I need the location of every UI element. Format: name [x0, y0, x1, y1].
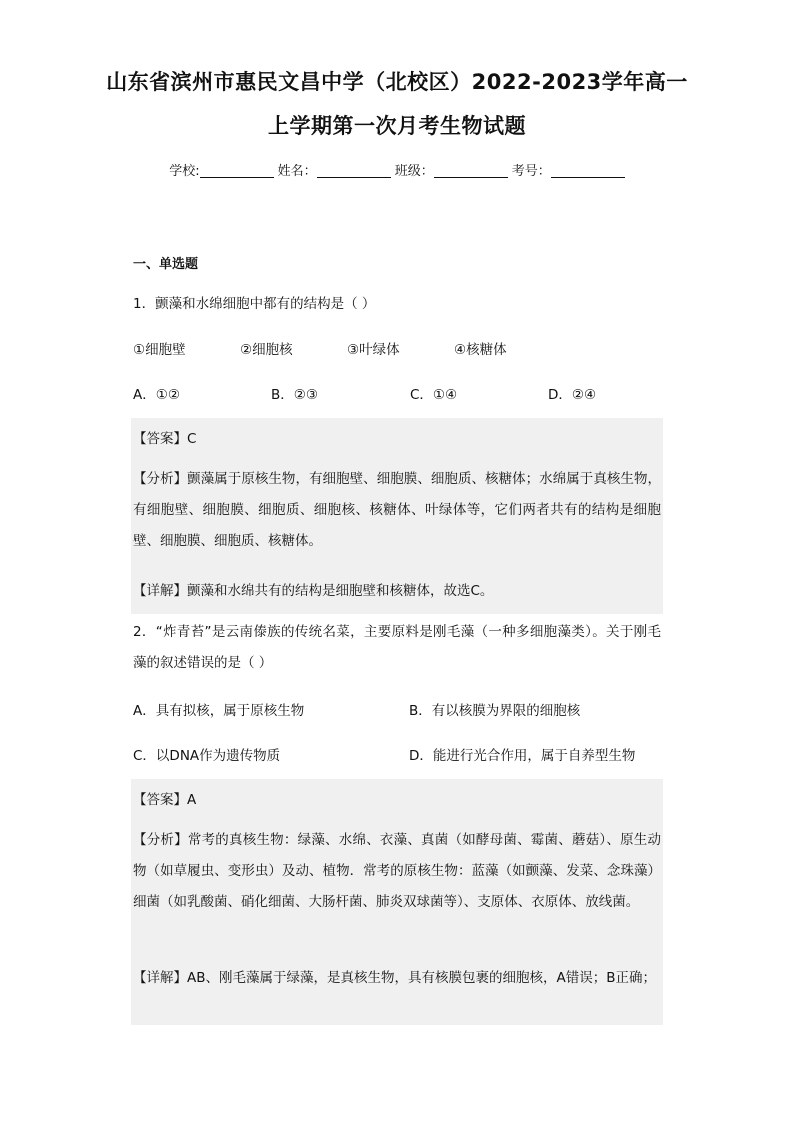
q2-detail: 【详解】AB、刚毛藻属于绿藻，是真核生物，具有核膜包裹的细胞核，A错误；B正确；	[133, 970, 656, 986]
name-blank[interactable]	[317, 163, 391, 178]
q1-option-c: C．①④	[410, 387, 458, 403]
q1-item-2: ②细胞核	[240, 342, 293, 358]
number-blank[interactable]	[551, 163, 625, 178]
q1-item-4: ④核糖体	[454, 342, 507, 358]
student-info-row	[0, 160, 794, 179]
number-label: 考号：	[511, 164, 551, 179]
class-label: 班级：	[394, 164, 434, 179]
q1-answer: 【答案】C	[133, 431, 197, 447]
q2-analysis: 【分析】常考的真核生物：绿藻、水绵、衣藻、真菌（如酵母菌、霉菌、蘑菇）、原生动物（如草履虫、变形虫）及动、植物．常考的原核生物：蓝藻（如颤藻、发菜、念珠藻）细菌（如乳酸菌、硝化细菌、大肠杆菌、肺炎双球菌等）、支原体、衣原体、放线菌。	[133, 832, 661, 910]
class-blank[interactable]	[434, 163, 508, 178]
exam-title-line2: 上学期第一次月考生物试题	[268, 114, 526, 138]
q2-option-b: B．有以核膜为界限的细胞核	[409, 703, 581, 719]
q1-detail: 【详解】颤藻和水绵共有的结构是细胞壁和核糖体，故选C。	[133, 583, 494, 599]
q1-stem: 1．颤藻和水绵细胞中都有的结构是（ ）	[133, 296, 376, 312]
q1-option-a: A．①②	[133, 387, 180, 403]
school-label: 学校:	[169, 164, 200, 179]
q2-stem: 2．“炸青苔”是云南傣族的传统名菜，主要原料是刚毛藻（一种多细胞藻类）。关于刚毛藻的叙述错误的是（ ）	[133, 624, 661, 671]
q1-option-b: B．②③	[271, 387, 318, 403]
q1-item-1: ①细胞壁	[133, 342, 186, 358]
name-label: 姓名：	[277, 164, 317, 179]
exam-title-line1: 山东省滨州市惠民文昌中学（北校区）2022-2023学年高一	[106, 70, 688, 94]
q1-analysis: 【分析】颤藻属于原核生物，有细胞壁、细胞膜、细胞质、核糖体；水绵属于真核生物，有细胞壁、细胞膜、细胞质、细胞核、核糖体、叶绿体等，它们两者共有的结构是细胞壁、细胞膜、细胞质、核糖体。	[133, 471, 661, 549]
section-title: 一、单选题	[133, 257, 199, 272]
q1-option-d: D．②④	[548, 387, 597, 403]
q2-answer: 【答案】A	[133, 792, 197, 808]
q2-option-c: C．以DNA作为遗传物质	[133, 748, 281, 764]
school-blank[interactable]	[200, 163, 274, 178]
q1-item-3: ③叶绿体	[347, 342, 400, 358]
q2-option-a: A．具有拟核，属于原核生物	[133, 703, 305, 719]
q2-option-d: D．能进行光合作用，属于自养型生物	[409, 748, 636, 764]
